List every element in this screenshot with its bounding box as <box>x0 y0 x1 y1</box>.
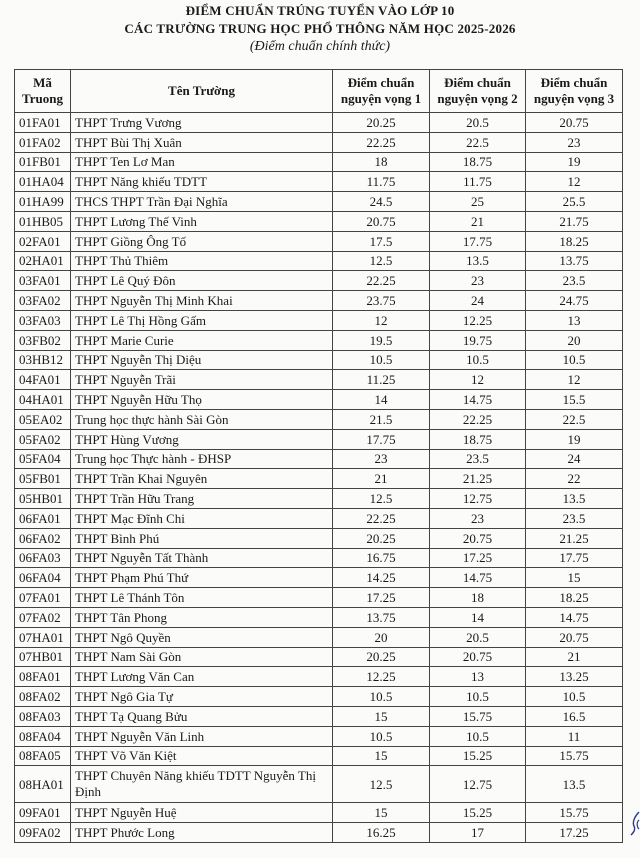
score-nv2-cell: 18.75 <box>430 429 526 449</box>
score-nv2-cell: 12.25 <box>430 310 526 330</box>
school-name-cell: THPT Nguyễn Thị Diệu <box>71 350 333 370</box>
table-row <box>15 251 623 271</box>
score-nv3-cell: 25.5 <box>526 192 623 212</box>
score-nv2-cell: 23.5 <box>430 449 526 469</box>
school-name-cell: THPT Nguyễn Thị Minh Khai <box>71 291 333 311</box>
score-nv3-cell: 23.5 <box>526 271 623 291</box>
score-nv1-cell: 20.25 <box>333 528 430 548</box>
school-code-cell: 01FA02 <box>15 132 71 152</box>
school-name-cell: THPT Trần Hữu Trang <box>71 489 333 509</box>
school-code-cell: 06FA02 <box>15 528 71 548</box>
score-nv2-cell: 13.5 <box>430 251 526 271</box>
school-name-cell: THPT Võ Văn Kiệt <box>71 746 333 766</box>
score-nv3-cell: 20 <box>526 330 623 350</box>
score-nv3-cell: 21.25 <box>526 528 623 548</box>
table-row <box>15 330 623 350</box>
table-row <box>15 350 623 370</box>
school-name-cell: THPT Ngô Gia Tự <box>71 687 333 707</box>
score-nv2-cell: 17.25 <box>430 548 526 568</box>
score-nv1-cell: 17.25 <box>333 588 430 608</box>
school-code-cell: 08HA01 <box>15 766 71 803</box>
school-code-cell: 03FA03 <box>15 310 71 330</box>
school-code-cell: 05EA02 <box>15 409 71 429</box>
school-code-cell: 07FA01 <box>15 588 71 608</box>
table-row <box>15 706 623 726</box>
score-nv2-cell: 15.25 <box>430 803 526 823</box>
score-nv1-cell: 15 <box>333 746 430 766</box>
score-nv1-cell: 15 <box>333 706 430 726</box>
school-name-cell: THPT Lương Văn Can <box>71 667 333 687</box>
school-name-cell: THPT Trần Khai Nguyên <box>71 469 333 489</box>
score-nv1-cell: 12.25 <box>333 667 430 687</box>
school-name-cell: THPT Chuyên Năng khiếu TDTT Nguyễn Thị Định <box>71 766 333 803</box>
table-row <box>15 152 623 172</box>
column-header-nv1: Điểm chuẩn nguyện vọng 1 <box>333 70 430 113</box>
table-row <box>15 647 623 667</box>
table-row <box>15 687 623 707</box>
score-nv3-cell: 22 <box>526 469 623 489</box>
school-name-cell: THPT Nguyễn Tất Thành <box>71 548 333 568</box>
document-header <box>0 2 640 56</box>
score-nv1-cell: 17.5 <box>333 231 430 251</box>
score-nv2-cell: 14 <box>430 607 526 627</box>
score-nv1-cell: 22.25 <box>333 271 430 291</box>
score-nv3-cell: 13 <box>526 310 623 330</box>
school-code-cell: 08FA01 <box>15 667 71 687</box>
score-nv3-cell: 12 <box>526 172 623 192</box>
score-nv3-cell: 14.75 <box>526 607 623 627</box>
score-nv3-cell: 23.5 <box>526 508 623 528</box>
table-row <box>15 746 623 766</box>
school-code-cell: 09FA02 <box>15 823 71 843</box>
score-nv3-cell: 18.25 <box>526 588 623 608</box>
school-code-cell: 06FA01 <box>15 508 71 528</box>
school-name-cell: THPT Nguyễn Trãi <box>71 370 333 390</box>
school-code-cell: 05FA04 <box>15 449 71 469</box>
score-nv1-cell: 21 <box>333 469 430 489</box>
score-nv3-cell: 18.25 <box>526 231 623 251</box>
score-nv2-cell: 22.25 <box>430 409 526 429</box>
table-row <box>15 548 623 568</box>
score-nv3-cell: 13.5 <box>526 766 623 803</box>
score-nv1-cell: 23 <box>333 449 430 469</box>
column-header-code: Mã Truong <box>15 70 71 113</box>
table-row <box>15 449 623 469</box>
score-nv2-cell: 12 <box>430 370 526 390</box>
score-nv3-cell: 16.5 <box>526 706 623 726</box>
document-title: ĐIỂM CHUẨN TRÚNG TUYỂN VÀO LỚP 10 <box>185 3 455 18</box>
school-code-cell: 08FA04 <box>15 726 71 746</box>
score-nv1-cell: 24.5 <box>333 192 430 212</box>
table-row <box>15 390 623 410</box>
school-code-cell: 01FA01 <box>15 113 71 133</box>
school-name-cell: THPT Bình Phú <box>71 528 333 548</box>
score-nv2-cell: 20.5 <box>430 113 526 133</box>
score-nv3-cell: 15.5 <box>526 390 623 410</box>
score-nv2-cell: 17 <box>430 823 526 843</box>
table-row <box>15 588 623 608</box>
school-name-cell: THPT Mạc Đĩnh Chi <box>71 508 333 528</box>
score-nv1-cell: 21.5 <box>333 409 430 429</box>
score-nv2-cell: 12.75 <box>430 489 526 509</box>
table-row <box>15 113 623 133</box>
score-nv3-cell: 11 <box>526 726 623 746</box>
score-nv3-cell: 13.25 <box>526 667 623 687</box>
score-nv1-cell: 20.25 <box>333 647 430 667</box>
score-nv2-cell: 24 <box>430 291 526 311</box>
school-name-cell: THPT Năng khiếu TDTT <box>71 172 333 192</box>
score-nv2-cell: 10.5 <box>430 687 526 707</box>
school-name-cell: THPT Giồng Ông Tố <box>71 231 333 251</box>
school-code-cell: 01HB05 <box>15 211 71 231</box>
table-row <box>15 271 623 291</box>
score-table <box>14 69 623 843</box>
score-nv1-cell: 13.75 <box>333 607 430 627</box>
school-code-cell: 07FA02 <box>15 607 71 627</box>
score-nv3-cell: 10.5 <box>526 350 623 370</box>
score-nv3-cell: 13.5 <box>526 489 623 509</box>
score-nv3-cell: 15.75 <box>526 803 623 823</box>
score-nv1-cell: 12.5 <box>333 251 430 271</box>
score-nv1-cell: 10.5 <box>333 350 430 370</box>
school-name-cell: Trung học Thực hành - ĐHSP <box>71 449 333 469</box>
school-name-cell: THPT Trưng Vương <box>71 113 333 133</box>
school-code-cell: 07HA01 <box>15 627 71 647</box>
school-code-cell: 04HA01 <box>15 390 71 410</box>
school-name-cell: THPT Bùi Thị Xuân <box>71 132 333 152</box>
score-nv2-cell: 21 <box>430 211 526 231</box>
school-code-cell: 06FA03 <box>15 548 71 568</box>
score-nv3-cell: 12 <box>526 370 623 390</box>
school-name-cell: THPT Nguyễn Huệ <box>71 803 333 823</box>
school-name-cell: THPT Nguyễn Văn Linh <box>71 726 333 746</box>
score-nv1-cell: 20.25 <box>333 113 430 133</box>
score-nv3-cell: 13.75 <box>526 251 623 271</box>
school-code-cell: 08FA05 <box>15 746 71 766</box>
score-nv1-cell: 18 <box>333 152 430 172</box>
table-row <box>15 607 623 627</box>
school-code-cell: 03FA01 <box>15 271 71 291</box>
school-name-cell: THPT Lê Thánh Tôn <box>71 588 333 608</box>
score-nv1-cell: 19.5 <box>333 330 430 350</box>
school-code-cell: 01HA04 <box>15 172 71 192</box>
score-nv1-cell: 12.5 <box>333 766 430 803</box>
score-nv2-cell: 18.75 <box>430 152 526 172</box>
school-name-cell: THPT Nguyễn Hữu Thọ <box>71 390 333 410</box>
school-name-cell: THPT Thủ Thiêm <box>71 251 333 271</box>
score-nv3-cell: 17.25 <box>526 823 623 843</box>
score-nv3-cell: 22.5 <box>526 409 623 429</box>
score-nv1-cell: 14 <box>333 390 430 410</box>
document-note: (Điểm chuẩn chính thức) <box>249 39 391 54</box>
score-nv1-cell: 20.75 <box>333 211 430 231</box>
table-row <box>15 508 623 528</box>
table-row <box>15 211 623 231</box>
school-code-cell: 01HA99 <box>15 192 71 212</box>
score-nv2-cell: 20.5 <box>430 627 526 647</box>
table-row <box>15 489 623 509</box>
school-code-cell: 07HB01 <box>15 647 71 667</box>
table-row <box>15 172 623 192</box>
school-code-cell: 05FA02 <box>15 429 71 449</box>
school-name-cell: THPT Hùng Vương <box>71 429 333 449</box>
score-nv1-cell: 11.75 <box>333 172 430 192</box>
score-nv3-cell: 15 <box>526 568 623 588</box>
score-nv1-cell: 16.75 <box>333 548 430 568</box>
score-nv3-cell: 20.75 <box>526 113 623 133</box>
score-nv1-cell: 17.75 <box>333 429 430 449</box>
table-row <box>15 291 623 311</box>
score-nv1-cell: 22.25 <box>333 508 430 528</box>
school-code-cell: 06FA04 <box>15 568 71 588</box>
score-nv3-cell: 10.5 <box>526 687 623 707</box>
school-name-cell: THPT Nam Sài Gòn <box>71 647 333 667</box>
school-code-cell: 08FA03 <box>15 706 71 726</box>
score-nv2-cell: 14.75 <box>430 390 526 410</box>
table-row <box>15 192 623 212</box>
score-nv2-cell: 10.5 <box>430 726 526 746</box>
table-row <box>15 627 623 647</box>
score-nv1-cell: 10.5 <box>333 726 430 746</box>
score-nv2-cell: 17.75 <box>430 231 526 251</box>
table-row <box>15 370 623 390</box>
school-code-cell: 02FA01 <box>15 231 71 251</box>
school-name-cell: THCS THPT Trần Đại Nghĩa <box>71 192 333 212</box>
table-row <box>15 528 623 548</box>
table-row <box>15 409 623 429</box>
score-nv3-cell: 24.75 <box>526 291 623 311</box>
score-nv2-cell: 19.75 <box>430 330 526 350</box>
score-nv3-cell: 15.75 <box>526 746 623 766</box>
table-row <box>15 667 623 687</box>
score-nv3-cell: 20.75 <box>526 627 623 647</box>
table-row <box>15 568 623 588</box>
score-nv2-cell: 25 <box>430 192 526 212</box>
school-code-cell: 05HB01 <box>15 489 71 509</box>
table-row <box>15 429 623 449</box>
score-nv3-cell: 21.75 <box>526 211 623 231</box>
column-header-name: Tên Trường <box>71 70 333 113</box>
score-nv2-cell: 23 <box>430 508 526 528</box>
score-nv3-cell: 19 <box>526 429 623 449</box>
school-code-cell: 02HA01 <box>15 251 71 271</box>
school-code-cell: 08FA02 <box>15 687 71 707</box>
school-name-cell: THPT Lê Thị Hồng Gấm <box>71 310 333 330</box>
score-nv2-cell: 15.25 <box>430 746 526 766</box>
score-nv3-cell: 19 <box>526 152 623 172</box>
score-nv1-cell: 20 <box>333 627 430 647</box>
school-name-cell: THPT Phước Long <box>71 823 333 843</box>
score-nv1-cell: 15 <box>333 803 430 823</box>
score-nv2-cell: 20.75 <box>430 647 526 667</box>
score-nv1-cell: 16.25 <box>333 823 430 843</box>
table-row <box>15 310 623 330</box>
school-code-cell: 01FB01 <box>15 152 71 172</box>
score-nv2-cell: 15.75 <box>430 706 526 726</box>
school-name-cell: THPT Tạ Quang Bửu <box>71 706 333 726</box>
school-name-cell: THPT Lê Quý Đôn <box>71 271 333 291</box>
school-name-cell: THPT Phạm Phú Thứ <box>71 568 333 588</box>
school-code-cell: 04FA01 <box>15 370 71 390</box>
table-row <box>15 469 623 489</box>
score-nv1-cell: 12 <box>333 310 430 330</box>
table-row <box>15 726 623 746</box>
score-nv2-cell: 14.75 <box>430 568 526 588</box>
column-header-nv3: Điểm chuẩn nguyện vọng 3 <box>526 70 623 113</box>
score-nv1-cell: 10.5 <box>333 687 430 707</box>
table-row <box>15 231 623 251</box>
score-nv1-cell: 14.25 <box>333 568 430 588</box>
score-nv2-cell: 21.25 <box>430 469 526 489</box>
school-name-cell: THPT Marie Curie <box>71 330 333 350</box>
score-nv3-cell: 17.75 <box>526 548 623 568</box>
school-code-cell: 03FB02 <box>15 330 71 350</box>
school-name-cell: THPT Ngô Quyền <box>71 627 333 647</box>
score-nv2-cell: 22.5 <box>430 132 526 152</box>
column-header-nv2: Điểm chuẩn nguyện vọng 2 <box>430 70 526 113</box>
table-body <box>15 113 623 843</box>
score-nv1-cell: 23.75 <box>333 291 430 311</box>
score-nv1-cell: 22.25 <box>333 132 430 152</box>
score-nv3-cell: 24 <box>526 449 623 469</box>
school-code-cell: 03HB12 <box>15 350 71 370</box>
score-nv2-cell: 18 <box>430 588 526 608</box>
score-nv2-cell: 20.75 <box>430 528 526 548</box>
table-row <box>15 823 623 843</box>
document-subtitle: CÁC TRƯỜNG TRUNG HỌC PHỔ THÔNG NĂM HỌC 2025-2026 <box>124 21 516 36</box>
score-nv2-cell: 13 <box>430 667 526 687</box>
score-nv3-cell: 23 <box>526 132 623 152</box>
table-row <box>15 132 623 152</box>
school-code-cell: 09FA01 <box>15 803 71 823</box>
score-nv1-cell: 11.25 <box>333 370 430 390</box>
score-nv2-cell: 23 <box>430 271 526 291</box>
score-nv3-cell: 21 <box>526 647 623 667</box>
pen-mark <box>630 810 640 836</box>
score-nv2-cell: 10.5 <box>430 350 526 370</box>
school-name-cell: THPT Ten Lơ Man <box>71 152 333 172</box>
table-header-row <box>15 70 623 113</box>
school-code-cell: 03FA02 <box>15 291 71 311</box>
school-name-cell: THPT Lương Thế Vinh <box>71 211 333 231</box>
score-nv2-cell: 11.75 <box>430 172 526 192</box>
school-name-cell: Trung học thực hành Sài Gòn <box>71 409 333 429</box>
table-row <box>15 803 623 823</box>
score-nv2-cell: 12.75 <box>430 766 526 803</box>
table-row <box>15 766 623 803</box>
school-name-cell: THPT Tân Phong <box>71 607 333 627</box>
score-nv1-cell: 12.5 <box>333 489 430 509</box>
school-code-cell: 05FB01 <box>15 469 71 489</box>
